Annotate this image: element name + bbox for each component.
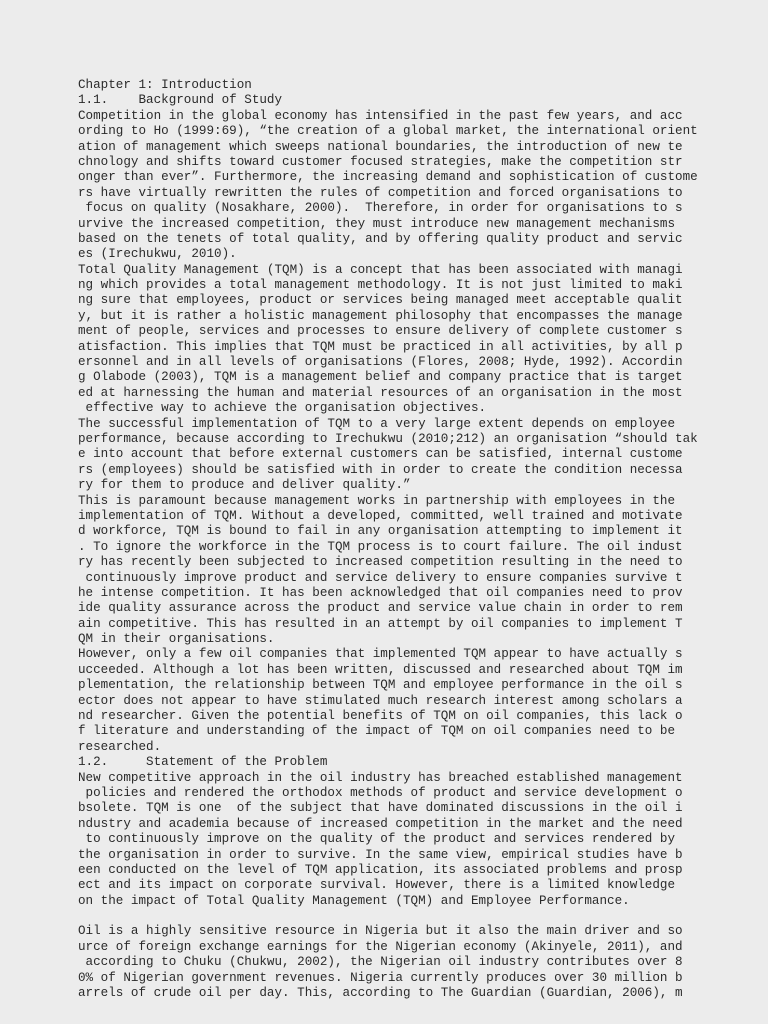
text-line: es (Irechukwu, 2010).: [78, 247, 237, 262]
text-line: researched.: [78, 739, 162, 754]
text-line: bsolete. TQM is one of the subject that have dominated discussions in the oil i: [78, 801, 683, 816]
text-line: [78, 909, 698, 924]
text-line: 1.1. Background of Study: [78, 93, 283, 108]
text-line: ersonnel and in all levels of organisations (Flores, 2008; Hyde, 1992). Accordin: [78, 355, 683, 370]
text-line: y, but it is rather a holistic management philosophy that encompasses the manage: [78, 308, 683, 323]
text-line: d workforce, TQM is bound to fail in any organisation attempting to implement it: [78, 524, 683, 539]
text-line: nd researcher. Given the potential benefits of TQM on oil companies, this lack o: [78, 709, 683, 724]
text-line: ucceeded. Although a lot has been written, discussed and researched about TQM im: [78, 662, 683, 677]
text-line: ndustry and academia because of increased competition in the market and the need: [78, 816, 683, 831]
text-line: However, only a few oil companies that implemented TQM appear to have actually s: [78, 647, 683, 662]
text-line: f literature and understanding of the impact of TQM on oil companies need to be: [78, 724, 676, 739]
text-line: ry for them to produce and deliver quality.”: [78, 478, 411, 493]
text-line: effective way to achieve the organisation objectives.: [78, 401, 487, 416]
text-line: e into account that before external customers can be satisfied, internal custome: [78, 447, 683, 462]
text-line: een conducted on the level of TQM application, its associated problems and prosp: [78, 862, 683, 877]
text-line: based on the tenets of total quality, and by offering quality product and servic: [78, 231, 683, 246]
text-line: to continuously improve on the quality of the product and services rendered by: [78, 832, 676, 847]
text-line: ector does not appear to have stimulated much research interest among scholars a: [78, 693, 683, 708]
text-line: ain competitive. This has resulted in an attempt by oil companies to implement T: [78, 616, 683, 631]
text-line: The successful implementation of TQM to a very large extent depends on employee: [78, 416, 676, 431]
text-line: g Olabode (2003), TQM is a management belief and company practice that is target: [78, 370, 683, 385]
text-line: New competitive approach in the oil industry has breached established management: [78, 770, 683, 785]
document-body: [78, 78, 698, 1001]
text-line: ide quality assurance across the product and service value chain in order to rem: [78, 601, 683, 616]
text-line: 1.2. Statement of the Problem: [78, 755, 328, 770]
text-line: implementation of TQM. Without a developed, committed, well trained and motivate: [78, 508, 683, 523]
text-line: the organisation in order to survive. In the same view, empirical studies have b: [78, 847, 683, 862]
text-line: rs have virtually rewritten the rules of competition and forced organisations to: [78, 185, 683, 200]
text-line: onger than ever”. Furthermore, the increasing demand and sophistication of custome: [78, 170, 698, 185]
text-line: This is paramount because management works in partnership with employees in the: [78, 493, 676, 508]
text-line: . To ignore the workforce in the TQM process is to court failure. The oil indust: [78, 539, 683, 554]
text-line: Total Quality Management (TQM) is a concept that has been associated with managi: [78, 262, 683, 277]
text-line: continuously improve product and service delivery to ensure companies survive t: [78, 570, 683, 585]
text-line: plementation, the relationship between TQM and employee performance in the oil s: [78, 678, 683, 693]
text-line: QM in their organisations.: [78, 632, 275, 647]
text-line: ording to Ho (1999:69), “the creation of a global market, the international orient: [78, 124, 698, 139]
text-line: ng which provides a total management methodology. It is not just limited to maki: [78, 278, 683, 293]
text-line: chnology and shifts toward customer focused strategies, make the competition str: [78, 154, 683, 169]
text-line: 0% of Nigerian government revenues. Nigeria currently produces over 30 million b: [78, 970, 683, 985]
text-line: on the impact of Total Quality Management (TQM) and Employee Performance.: [78, 893, 630, 908]
text-line: ed at harnessing the human and material resources of an organisation in the most: [78, 385, 683, 400]
text-line: arrels of crude oil per day. This, according to The Guardian (Guardian, 2006), m: [78, 986, 683, 1001]
text-line: according to Chuku (Chukwu, 2002), the Nigerian oil industry contributes over 8: [78, 955, 683, 970]
text-line: urce of foreign exchange earnings for the Nigerian economy (Akinyele, 2011), and: [78, 939, 683, 954]
text-line: rs (employees) should be satisfied with in order to create the condition necessa: [78, 462, 683, 477]
text-line: he intense competition. It has been acknowledged that oil companies need to prov: [78, 585, 683, 600]
text-line: Chapter 1: Introduction: [78, 78, 252, 92]
text-line: atisfaction. This implies that TQM must be practiced in all activities, by all p: [78, 339, 683, 354]
text-line: focus on quality (Nosakhare, 2000). Therefore, in order for organisations to s: [78, 201, 683, 216]
text-line: urvive the increased competition, they must introduce new management mechanisms: [78, 216, 676, 231]
text-line: Oil is a highly sensitive resource in Nigeria but it also the main driver and so: [78, 924, 683, 939]
text-line: policies and rendered the orthodox methods of product and service development o: [78, 785, 683, 800]
text-line: ment of people, services and processes to ensure delivery of complete customer s: [78, 324, 683, 339]
text-line: ry has recently been subjected to increased competition resulting in the need to: [78, 555, 683, 570]
text-line: ect and its impact on corporate survival. However, there is a limited knowledge: [78, 878, 676, 893]
text-line: ng sure that employees, product or services being managed meet acceptable qualit: [78, 293, 683, 308]
text-line: ation of management which sweeps national boundaries, the introduction of new te: [78, 139, 683, 154]
text-line: Competition in the global economy has intensified in the past few years, and acc: [78, 108, 683, 123]
text-line: performance, because according to Irechukwu (2010;212) an organisation “should tak: [78, 431, 698, 446]
